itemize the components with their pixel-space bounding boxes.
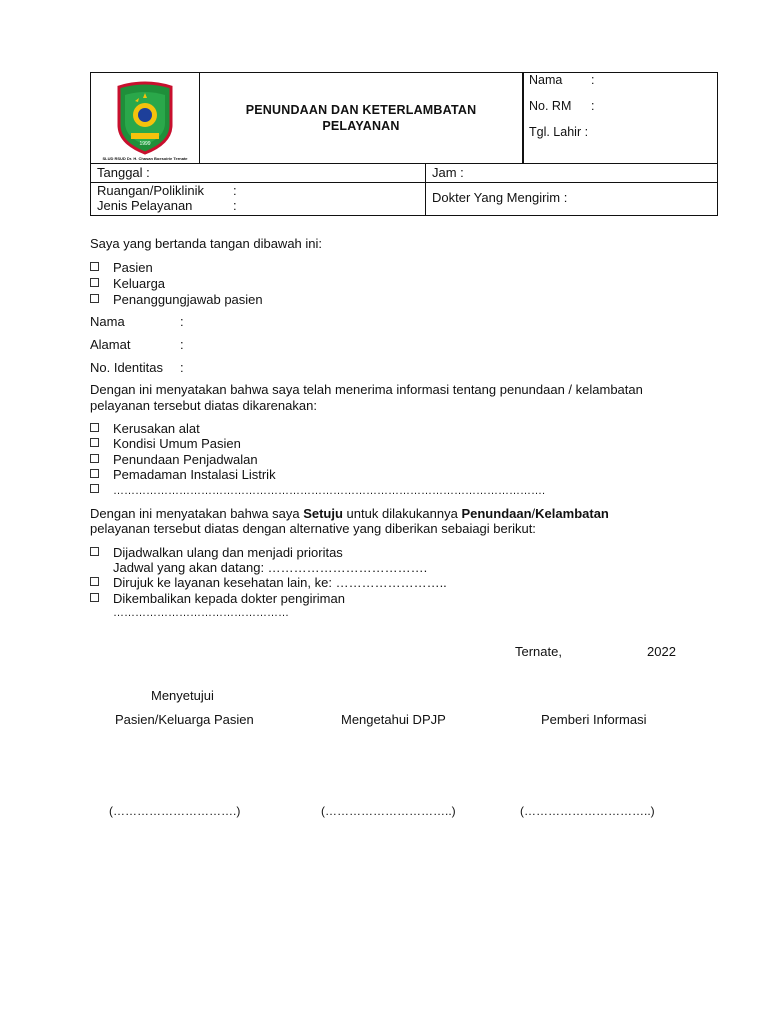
- signature-line-patient: (………………………….): [109, 804, 241, 818]
- service-row: [90, 182, 718, 216]
- reason-kerusakan[interactable]: Kerusakan alat: [90, 421, 200, 436]
- agree-line-2: pelayanan tersebut diatas dengan alternative yang diberikan sebaiagi berikut:: [90, 521, 536, 536]
- alt-reschedule[interactable]: Dijadwalkan ulang dan menjadi prioritas: [90, 545, 343, 560]
- hospital-logo: [91, 73, 199, 163]
- header-divider: [522, 72, 523, 164]
- tanggal-label: Tanggal :: [97, 165, 150, 180]
- nama-row: [529, 73, 595, 87]
- alt-referral[interactable]: Dirujuk ke layanan kesehatan lain, ke: ……………………..: [90, 575, 447, 590]
- sign-col-patient: Pasien/Keluarga Pasien: [115, 712, 254, 727]
- signature-year: 2022: [647, 644, 676, 659]
- identitas-field-label: No. Identitas: [90, 360, 163, 375]
- signature-line-informer: (…………………………..): [520, 804, 655, 818]
- signature-line-dpjp: (…………………………..): [321, 804, 456, 818]
- dokter-label: Dokter Yang Mengirim :: [432, 190, 568, 205]
- reason-kondisi[interactable]: Kondisi Umum Pasien: [90, 436, 241, 451]
- form-title: PENUNDAAN DAN KETERLAMBATAN PELAYANAN: [245, 103, 477, 133]
- nama-label: Nama: [529, 73, 563, 87]
- form-title-cell: [199, 73, 524, 163]
- nama-field-label: Nama: [90, 314, 125, 329]
- jam-label: Jam :: [432, 165, 464, 180]
- logo-caption: SLUD RSUD Dr. H. Chasan Boesoirie Ternate: [102, 156, 188, 161]
- jenis-colon: :: [233, 198, 237, 213]
- logo-cell: [91, 73, 200, 163]
- checkbox[interactable]: [90, 438, 99, 447]
- checkbox[interactable]: [90, 484, 99, 493]
- checkbox[interactable]: [90, 547, 99, 556]
- menyetujui-label: Menyetujui: [151, 688, 214, 703]
- nama-field-colon: :: [180, 314, 184, 329]
- checkbox[interactable]: [90, 423, 99, 432]
- ruangan-colon: :: [233, 183, 237, 198]
- date-time-row: [90, 164, 718, 183]
- alt-return-blank: …………………………………………: [113, 607, 289, 619]
- nama-colon: :: [591, 73, 595, 87]
- alamat-field-colon: :: [180, 337, 184, 352]
- alt-return[interactable]: Dikembalikan kepada dokter pengiriman: [90, 591, 345, 606]
- row3-divider: [425, 183, 426, 215]
- reason-other[interactable]: ……………………………………………………………………………………………………….: [90, 484, 545, 497]
- statement-line-2: pelayanan tersebut diatas dikarenakan:: [90, 398, 317, 413]
- alt-reschedule-date: Jadwal yang akan datang: ……………………………….: [113, 560, 428, 575]
- role-keluarga[interactable]: Keluarga: [90, 276, 165, 291]
- checkbox[interactable]: [90, 294, 99, 303]
- form-header: [90, 72, 718, 164]
- role-penanggungjawab[interactable]: Penanggungjawab pasien: [90, 292, 263, 307]
- checkbox[interactable]: [90, 454, 99, 463]
- checkbox[interactable]: [90, 469, 99, 478]
- signature-place: Ternate,: [515, 644, 562, 659]
- tgl-lahir-row: [529, 125, 588, 139]
- norm-row: [529, 99, 595, 113]
- agree-line-1: Dengan ini menyatakan bahwa saya Setuju untuk dilakukannya Penundaan/Kelambatan: [90, 506, 609, 521]
- reason-penjadwalan[interactable]: Penundaan Penjadwalan: [90, 452, 258, 467]
- checkbox[interactable]: [90, 262, 99, 271]
- statement-line-1: Dengan ini menyatakan bahwa saya telah menerima informasi tentang penundaan / kelambatan: [90, 382, 643, 397]
- reason-listrik[interactable]: Pemadaman Instalasi Listrik: [90, 467, 276, 482]
- checkbox[interactable]: [90, 577, 99, 586]
- intro-text: Saya yang bertanda tangan dibawah ini:: [90, 236, 323, 251]
- tgl-lahir-label: Tgl. Lahir :: [529, 125, 589, 139]
- sign-col-informer: Pemberi Informasi: [541, 712, 647, 727]
- norm-colon: :: [591, 99, 595, 113]
- role-pasien[interactable]: Pasien: [90, 260, 153, 275]
- checkbox[interactable]: [90, 278, 99, 287]
- row2-divider: [425, 164, 426, 182]
- ruangan-label: Ruangan/Poliklinik: [97, 183, 204, 198]
- alamat-field-label: Alamat: [90, 337, 131, 352]
- sign-col-dpjp: Mengetahui DPJP: [341, 712, 446, 727]
- logo-year: 1999: [139, 141, 151, 147]
- norm-label: No. RM: [529, 99, 572, 113]
- identitas-field-colon: :: [180, 360, 184, 375]
- checkbox[interactable]: [90, 593, 99, 602]
- jenis-label: Jenis Pelayanan: [97, 198, 193, 213]
